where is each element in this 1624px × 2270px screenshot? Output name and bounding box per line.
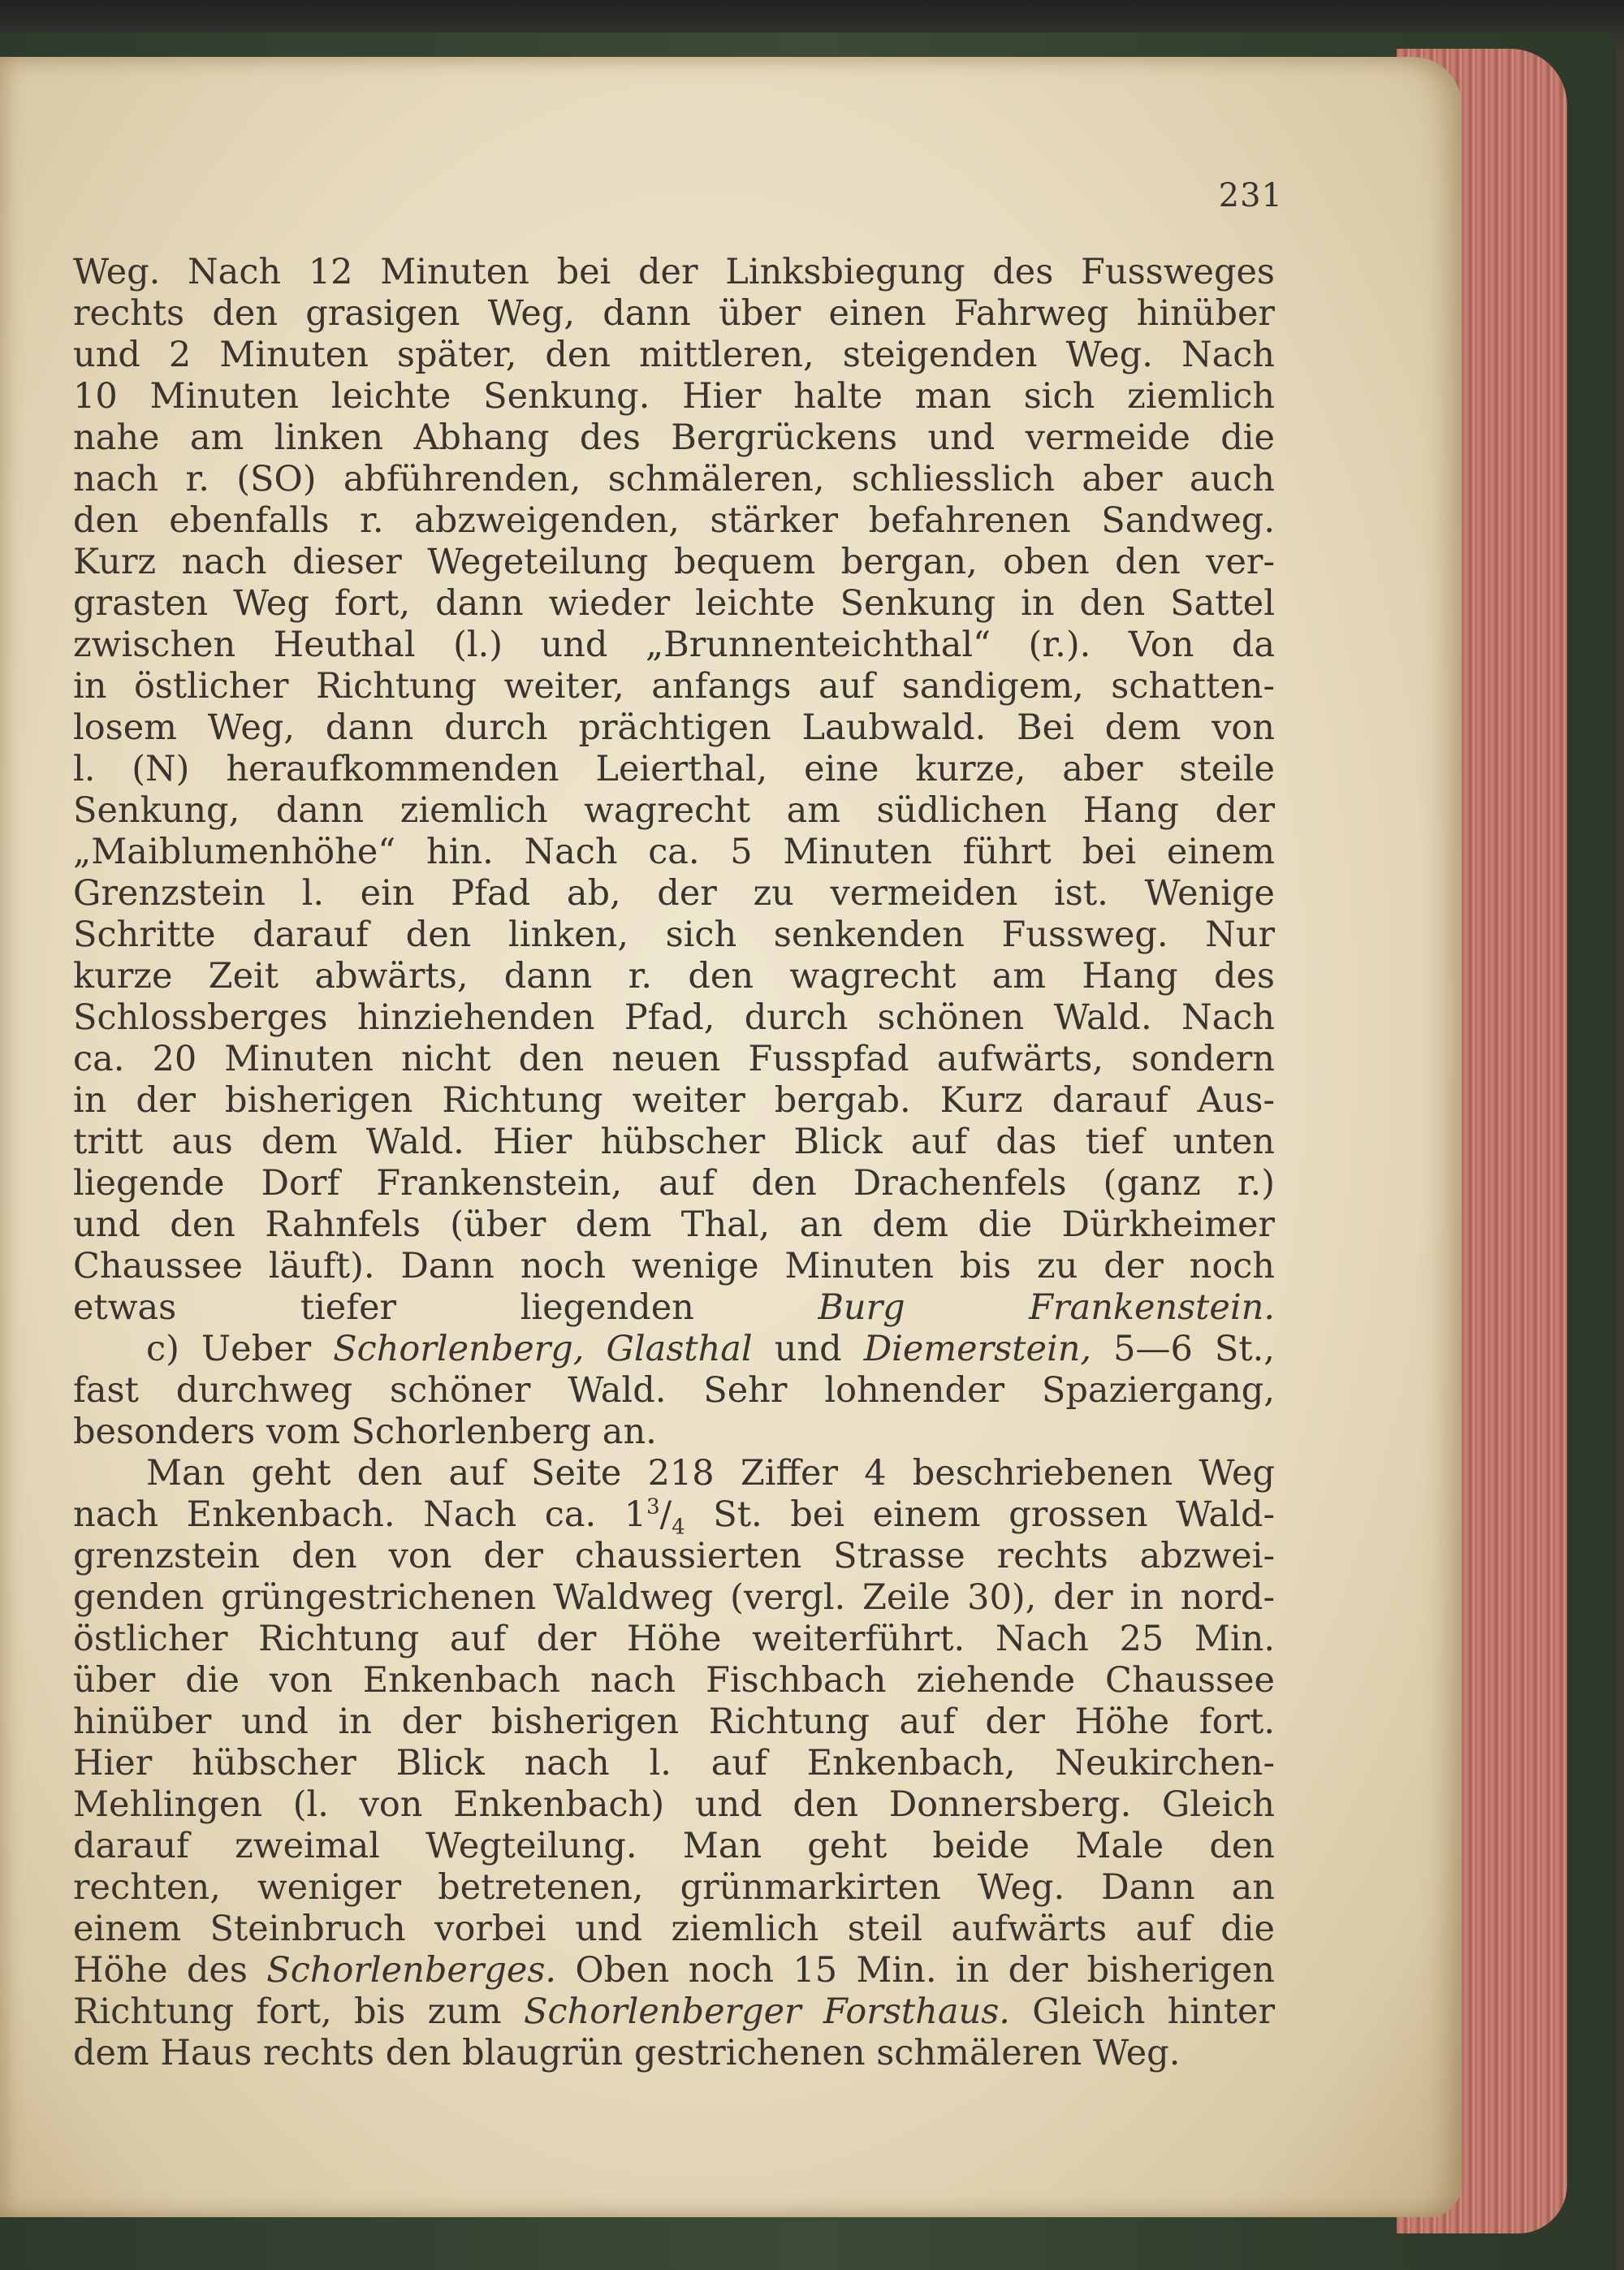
text-fragment: fast durchweg schöner Wald. Sehr lohnender Spaziergang, [73, 1370, 1275, 1411]
text-line [73, 1412, 1275, 1453]
text-fragment: c) Ueber [146, 1329, 334, 1369]
text-fragment: den ebenfalls r. abzweigenden, stärker befahrenen Sandweg. [73, 500, 1275, 541]
text-fragment: 3 [646, 1494, 660, 1520]
text-fragment: einem Steinbruch vorbei und ziemlich steil aufwärts auf die [73, 1909, 1275, 1949]
text-fragment: Grenzstein l. ein Pfad ab, der zu vermeiden ist. Wenige [73, 873, 1275, 914]
text-fragment: und [752, 1329, 864, 1369]
text-line [73, 2033, 1275, 2074]
text-line [73, 1122, 1275, 1163]
text-line [73, 873, 1275, 914]
text-line [73, 583, 1275, 625]
text-line [73, 956, 1275, 997]
text-fragment: tritt aus dem Wald. Hier hübscher Blick auf das tief unten [73, 1122, 1275, 1162]
text-fragment: Weg. Nach 12 Minuten bei der Linksbiegung des Fussweges [73, 252, 1275, 292]
text-line [73, 749, 1275, 790]
text-line [73, 1370, 1275, 1412]
text-fragment: 10 Minuten leichte Senkung. Hier halte man sich ziemlich [73, 376, 1275, 417]
text-line [73, 1329, 1275, 1370]
text-fragment: kurze Zeit abwärts, dann r. den wagrecht am Hang des [73, 956, 1275, 997]
text-line [73, 500, 1275, 542]
text-fragment: in der bisherigen Richtung weiter bergab. Kurz darauf Aus- [73, 1080, 1275, 1121]
text-line [73, 707, 1275, 749]
text-line [73, 1039, 1275, 1080]
text-fragment: und 2 Minuten später, den mittleren, steigenden Weg. Nach [73, 335, 1275, 375]
text-fragment: in östlicher Richtung weiter, anfangs auf sandigem, schatten- [73, 666, 1275, 707]
text-line [73, 1494, 1275, 1540]
italic-place-name: Diemerstein, [863, 1329, 1092, 1369]
text-fragment: hinüber und in der bisherigen Richtung auf der Höhe fort. [73, 1701, 1275, 1742]
text-fragment: Oben noch 15 Min. in der bisherigen [556, 1950, 1275, 1991]
text-fragment: Senkung, dann ziemlich wagrecht am südlichen Hang der [73, 790, 1275, 831]
text-fragment: besonders vom Schorlenberg an. [73, 1412, 657, 1452]
text-fragment: nahe am linken Abhang des Bergrückens und vermeide die [73, 417, 1275, 458]
text-line [73, 1743, 1275, 1784]
text-line [73, 625, 1275, 666]
text-fragment: rechts den grasigen Weg, dann über einen Fahrweg hinüber [73, 293, 1275, 334]
text-fragment: Kurz nach dieser Wegeteilung bequem bergan, oben den ver- [73, 542, 1275, 582]
text-fragment: nach r. (SO) abführenden, schmäleren, schliesslich aber auch [73, 459, 1275, 499]
text-fragment: Chaussee läuft). Dann noch wenige Minuten bis zu der noch [73, 1246, 1275, 1286]
text-line [73, 997, 1275, 1039]
text-fragment: ca. 20 Minuten nicht den neuen Fusspfad aufwärts, sondern [73, 1039, 1275, 1079]
text-line [73, 1536, 1275, 1577]
text-line [73, 1163, 1275, 1204]
text-fragment: liegende Dorf Frankenstein, auf den Drachenfels (ganz r.) [73, 1163, 1275, 1204]
text-line [73, 376, 1275, 417]
text-fragment: 4 [672, 1515, 685, 1540]
text-line [73, 1619, 1275, 1660]
text-line [73, 1246, 1275, 1287]
text-line [73, 790, 1275, 832]
text-line [73, 417, 1275, 459]
text-fragment: St. bei einem grossen Wald- [685, 1494, 1275, 1535]
text-fragment: l. (N) heraufkommenden Leierthal, eine kurze, aber steile [73, 749, 1275, 789]
text-fragment: Hier hübscher Blick nach l. auf Enkenbach, Neukirchen- [73, 1743, 1275, 1784]
text-fragment: etwas tiefer liegenden [73, 1287, 818, 1328]
text-line [73, 1784, 1275, 1826]
text-line [73, 1080, 1275, 1122]
italic-place-name: Schorlenberges. [266, 1950, 557, 1991]
text-line [73, 1287, 1275, 1329]
text-line [73, 666, 1275, 707]
text-line [73, 1909, 1275, 1950]
text-line [73, 335, 1275, 376]
text-fragment: Schritte darauf den linken, sich senkenden Fussweg. Nur [73, 914, 1275, 955]
text-fragment: Richtung fort, bis zum [73, 1991, 524, 2032]
text-line [73, 1991, 1275, 2033]
text-fragment: losem Weg, dann durch prächtigen Laubwald. Bei dem von [73, 707, 1275, 748]
text-fragment: Schlossberges hinziehenden Pfad, durch schönen Wald. Nach [73, 997, 1275, 1038]
text-fragment: Gleich hinter [1009, 1991, 1275, 2032]
text-fragment: Man geht den auf Seite 218 Ziffer 4 beschriebenen Weg [146, 1453, 1275, 1494]
text-line [73, 1204, 1275, 1246]
text-line [73, 542, 1275, 583]
text-line [73, 1867, 1275, 1909]
body-text [73, 252, 1275, 2074]
text-fragment: 5—6 St., [1091, 1329, 1275, 1369]
text-fragment: Mehlingen (l. von Enkenbach) und den Donnersberg. Gleich [73, 1784, 1275, 1825]
text-line [73, 293, 1275, 335]
italic-place-name: Schorlenberg, Glasthal [333, 1329, 753, 1369]
page-number: 231 [1218, 177, 1283, 214]
text-line [73, 1660, 1275, 1701]
text-fragment: darauf zweimal Wegteilung. Man geht beide Male den [73, 1826, 1275, 1866]
text-line [73, 1826, 1275, 1867]
text-line [73, 1577, 1275, 1619]
text-fragment: „Maiblumenhöhe“ hin. Nach ca. 5 Minuten führt bei einem [73, 832, 1275, 872]
text-line [73, 1950, 1275, 1991]
text-fragment: / [659, 1494, 672, 1535]
text-fragment: nach Enkenbach. Nach ca. 1 [73, 1494, 647, 1535]
text-fragment: rechten, weniger betretenen, grünmarkirten Weg. Dann an [73, 1867, 1275, 1908]
text-fragment: genden grüngestrichenen Waldweg (vergl. Zeile 30), der in nord- [73, 1577, 1275, 1618]
text-line [73, 459, 1275, 500]
italic-place-name: Schorlenberger Forsthaus. [523, 1991, 1010, 2032]
text-line [73, 252, 1275, 293]
italic-place-name: Burg Frankenstein. [818, 1287, 1275, 1328]
text-line [73, 832, 1275, 873]
text-line [73, 1701, 1275, 1743]
text-fragment: Höhe des [73, 1950, 267, 1991]
text-fragment: und den Rahnfels (über dem Thal, an dem die Dürkheimer [73, 1204, 1275, 1245]
text-fragment: über die von Enkenbach nach Fischbach ziehende Chaussee [73, 1660, 1275, 1701]
text-line [73, 1453, 1275, 1494]
text-line [73, 914, 1275, 956]
text-fragment: zwischen Heuthal (l.) und „Brunnenteichthal“ (r.). Von da [73, 625, 1275, 665]
text-fragment: grenzstein den von der chaussierten Strasse rechts abzwei- [73, 1536, 1275, 1576]
text-fragment: östlicher Richtung auf der Höhe weiterführt. Nach 25 Min. [73, 1619, 1275, 1659]
text-fragment: grasten Weg fort, dann wieder leichte Senkung in den Sattel [73, 583, 1275, 624]
text-fragment: dem Haus rechts den blaugrün gestrichenen schmäleren Weg. [73, 2033, 1181, 2073]
